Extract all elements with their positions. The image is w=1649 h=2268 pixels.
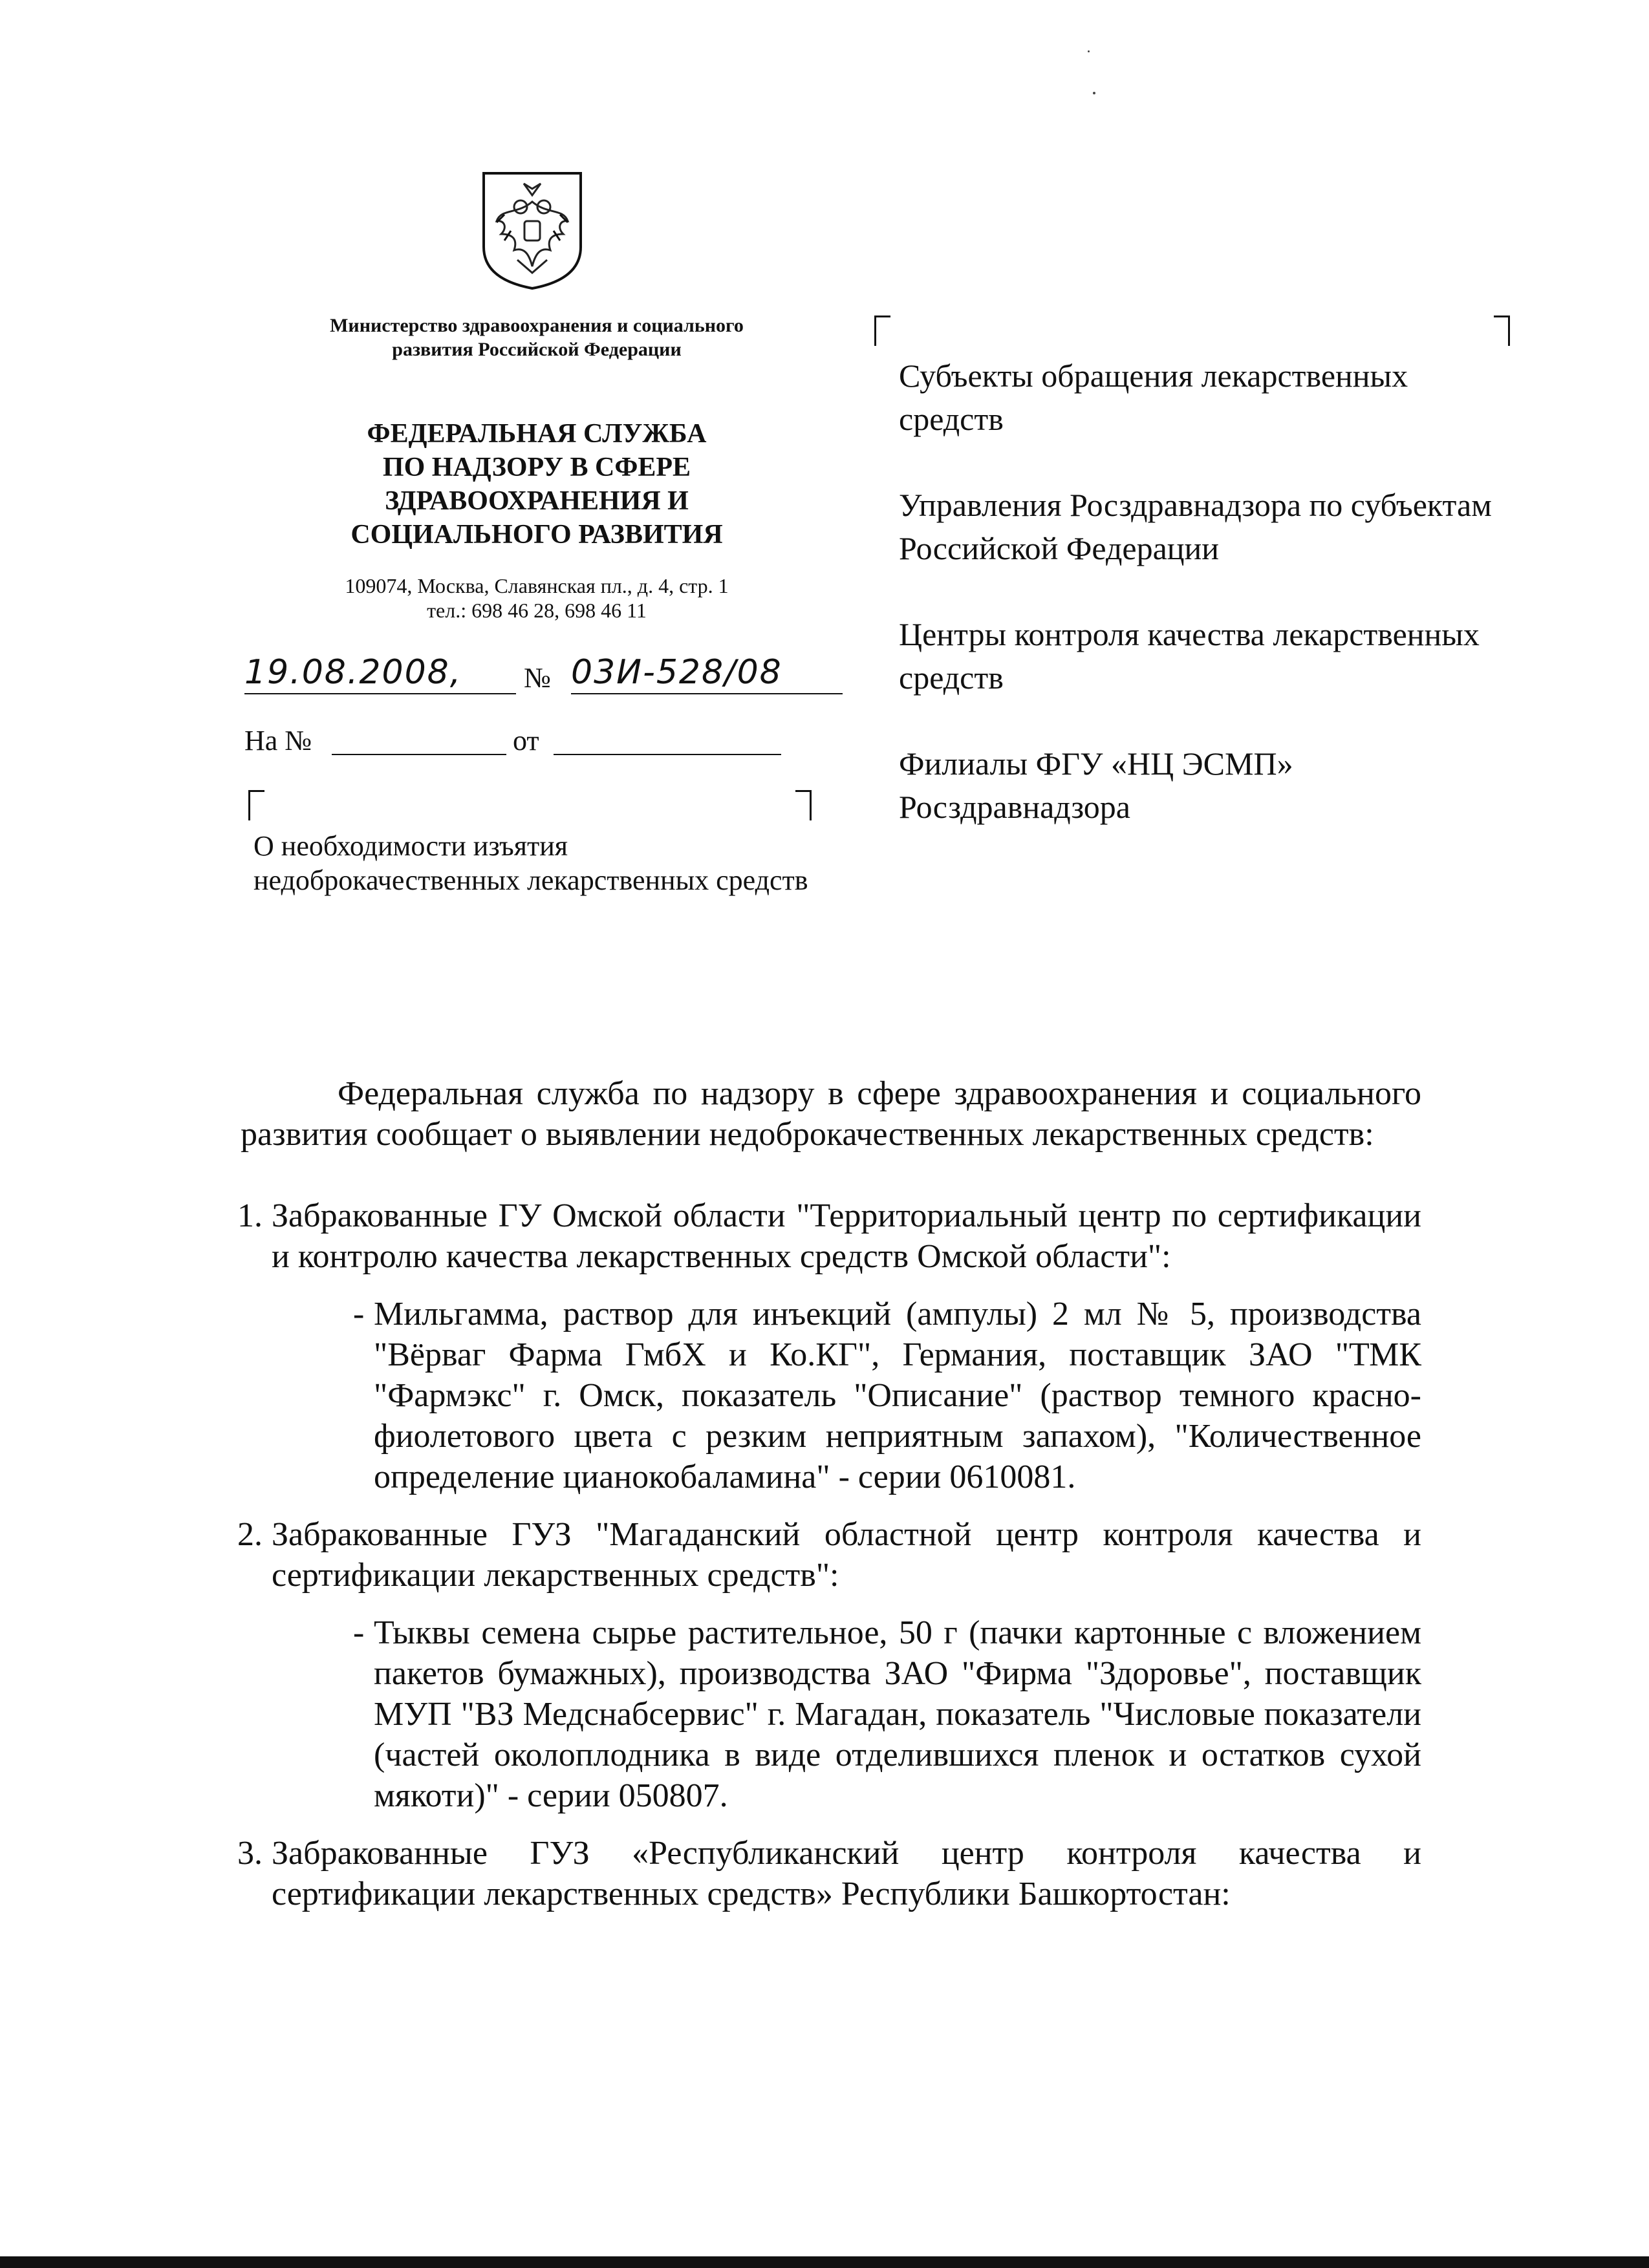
recipient: Филиалы ФГУ «НЦ ЭСМП» Росздравнадзора	[899, 745, 1293, 825]
recipient: Субъекты обращения лекарственных средств	[899, 358, 1408, 437]
sub-item-text: Тыквы семена сырье растительное, 50 г (пачки картонные с вложением пакетов бумажных), производства ЗАО "Фирма "Здоровье", поставщик МУП "ВЗ Медснабсервис" г. Магадан, показатель "Числовые показатели (частей околоплодника в виде отделившихся пленок и остатков сухой мякоти)" - серии 050807.	[374, 1614, 1421, 1814]
sub-list-item	[353, 1294, 1421, 1497]
scan-speck	[1093, 92, 1095, 94]
sender-phone: тел.: 698 46 28, 698 46 11	[427, 599, 647, 622]
list-item	[237, 1514, 1421, 1816]
letter-subject: О необходимости изъятия недоброкачественных лекарственных средств	[253, 830, 808, 896]
item-number: 2.	[237, 1516, 263, 1553]
sub-list	[272, 1612, 1421, 1816]
reference-line	[244, 724, 814, 763]
ministry-name: Министерство здравоохранения и социального развития Российской Федерации	[330, 315, 744, 360]
recipient: Управления Росздравнадзора по субъектам Российской Федерации	[899, 487, 1492, 566]
registration-date: 19.08.2008,	[244, 653, 462, 692]
dash-marker: -	[353, 1614, 365, 1651]
scan-speck	[1088, 50, 1090, 52]
sub-item-text: Мильгамма, раствор для инъекций (ампулы) 2 мл № 5, производства "Вёрваг Фарма ГмбХ и Ко.КГ", Германия, поставщик ЗАО "ТМК "Фармэкс" г. Омск, показатель "Описание" (раствор темного красно-фиолетового цвета с резким неприятным запахом), "Количественное определение цианокобаламина" - серии 0610081.	[374, 1296, 1421, 1495]
service-line: ФЕДЕРАЛЬНАЯ СЛУЖБА	[367, 419, 707, 449]
coat-of-arms-icon	[479, 169, 586, 291]
item-text: Забракованные ГУЗ "Магаданский областной центр контроля качества и сертификации лекарственных средств":	[272, 1516, 1421, 1594]
list-item	[237, 1833, 1421, 1914]
sender-address: 109074, Москва, Славянская пл., д. 4, стр. 1	[345, 574, 729, 597]
sender-contacts	[278, 573, 795, 623]
bracket-corner	[248, 790, 264, 820]
date-underline	[244, 693, 516, 694]
bracket-corner	[1494, 316, 1510, 346]
service-name	[285, 417, 789, 551]
intro-paragraph: Федеральная служба по надзору в сфере здравоохранения и социального развития сообщает о выявлении недоброкачественных лекарственных средств:	[241, 1075, 1421, 1153]
item-text: Забракованные ГУЗ «Республиканский центр контроля качества и сертификации лекарственных средств» Республики Башкортостан:	[272, 1835, 1421, 1912]
reference-label: На №	[244, 725, 312, 756]
registration-line	[244, 647, 826, 698]
recipients-list	[899, 354, 1520, 872]
dash-marker: -	[353, 1296, 365, 1332]
sub-list-item	[353, 1612, 1421, 1816]
service-line: СОЦИАЛЬНОГО РАЗВИТИЯ	[350, 520, 723, 550]
items-list	[237, 1195, 1421, 1914]
scan-bottom-edge	[0, 2256, 1649, 2268]
sub-list	[272, 1294, 1421, 1497]
number-label: №	[524, 662, 551, 694]
item-number: 1.	[237, 1197, 263, 1234]
recipient: Центры контроля качества лекарственных средств	[899, 616, 1480, 696]
service-line: ЗДРАВООХРАНЕНИЯ И	[385, 486, 689, 516]
registration-number: 03И-528/08	[571, 653, 782, 692]
list-item	[237, 1195, 1421, 1497]
bracket-corner	[874, 316, 890, 346]
item-text: Забракованные ГУ Омской области "Территориальный центр по сертификации и контролю качества лекарственных средств Омской области":	[272, 1197, 1421, 1275]
letter-body	[237, 1073, 1421, 1931]
service-line: ПО НАДЗОРУ В СФЕРЕ	[382, 453, 691, 482]
bracket-corner	[795, 790, 812, 820]
reference-from-label: от	[513, 725, 539, 756]
number-underline	[571, 693, 843, 694]
reference-number-blank	[332, 754, 506, 755]
item-number: 3.	[237, 1835, 263, 1872]
reference-date-blank	[554, 754, 781, 755]
